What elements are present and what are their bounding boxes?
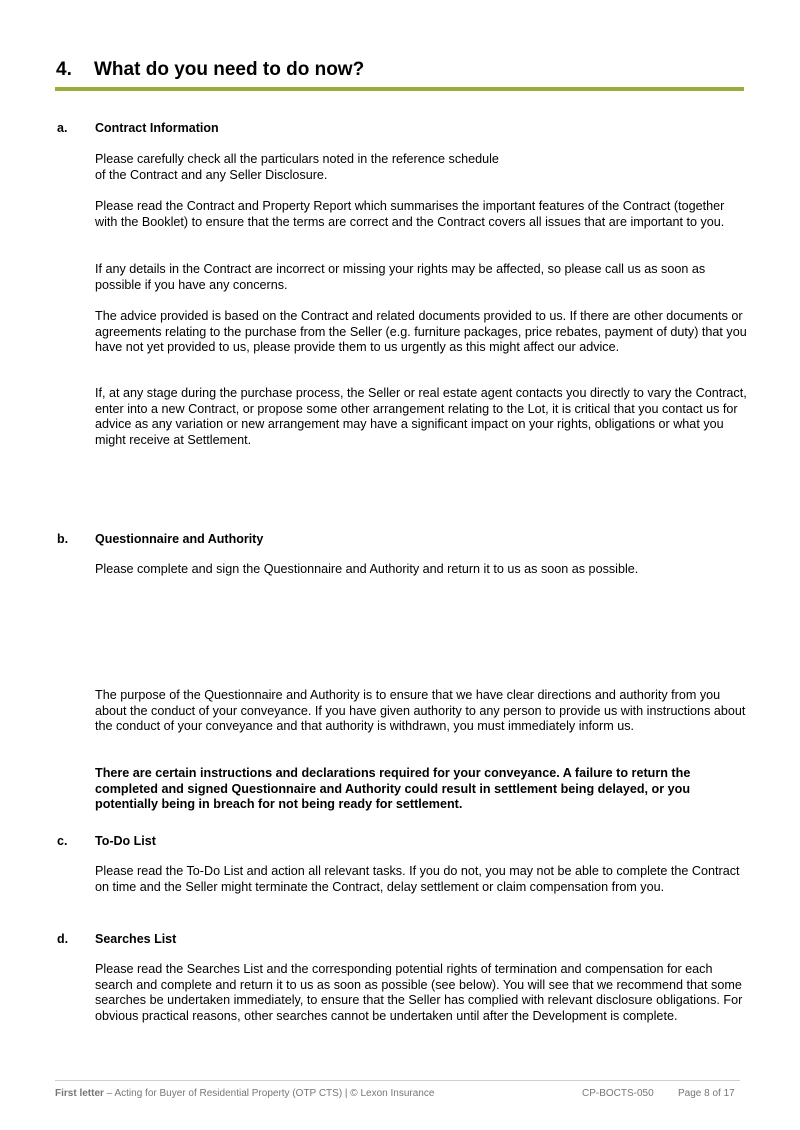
heading-number: 4. bbox=[56, 59, 72, 80]
section-b-paragraph-3: There are certain instructions and declarations required for your conveyance. A failure to return the completed and signed Questionnaire and Authority could result in settlement being delayed, or you potentially being in breach for not being ready for settlement. bbox=[95, 766, 691, 812]
footer-code: CP-BOCTS-050 bbox=[582, 1088, 654, 1099]
section-b-title: Questionnaire and Authority bbox=[95, 532, 264, 546]
section-b-paragraph-2: The purpose of the Questionnaire and Authority is to ensure that we have clear directions and authority from you about the conduct of your conveyance. If you have given authority to any person to provide us with instructions about the conduct of your conveyance and that authority is withdrawn, you must immediately inform us. bbox=[95, 688, 746, 734]
section-a-letter: a. bbox=[57, 121, 68, 135]
section-c-letter: c. bbox=[57, 834, 68, 848]
section-a-paragraph-1 bbox=[95, 152, 747, 183]
section-a-paragraph-4: The advice provided is based on the Contract and related documents provided to us. If there are other documents or agreements relating to the purchase from the Seller (e.g. furniture packages, price rebates, payment of duty) that you have not yet provided to us, please provide them to us urgently as this might affect our advice. bbox=[95, 309, 747, 355]
section-d-title: Searches List bbox=[95, 932, 177, 946]
section-c-title: To-Do List bbox=[95, 834, 156, 848]
section-d-letter: d. bbox=[57, 932, 69, 946]
page-heading bbox=[56, 58, 364, 82]
footer-page-number: Page 8 of 17 bbox=[678, 1088, 735, 1099]
section-a-paragraph-5: If, at any stage during the purchase process, the Seller or real estate agent contacts you directly to vary the Contract, enter into a new Contract, or propose some other arrangement relating to the Lot, it is critical that you contact us for advice as any variation or new arrangement may have a significant impact on your rights, obligations or what you might receive at Settlement. bbox=[95, 386, 747, 447]
section-a-paragraph-3: If any details in the Contract are incorrect or missing your rights may be affected, so please call us as soon as possible if you have any concerns. bbox=[95, 262, 706, 292]
footer-document-name bbox=[55, 1087, 434, 1100]
section-a-paragraph-2: Please read the Contract and Property Report which summarises the important features of the Contract (together with the Booklet) to ensure that the terms are correct and the Contract covers all issues that are important to you. bbox=[95, 199, 725, 229]
footer-rule bbox=[55, 1080, 740, 1081]
footer-doc-bold: First letter bbox=[55, 1088, 104, 1099]
section-a-p1-line1: Please carefully check all the particulars noted in the reference schedule bbox=[95, 152, 499, 166]
heading-rule bbox=[55, 87, 744, 91]
section-b-letter: b. bbox=[57, 532, 69, 546]
section-a-title: Contract Information bbox=[95, 121, 219, 135]
footer-doc-rest: – Acting for Buyer of Residential Property (OTP CTS) | © Lexon Insurance bbox=[103, 1088, 435, 1099]
section-c-paragraph-1: Please read the To-Do List and action all relevant tasks. If you do not, you may not be able to complete the Contract on time and the Seller might terminate the Contract, delay settlement or claim compensation from you. bbox=[95, 864, 740, 894]
section-d-paragraph-1: Please read the Searches List and the corresponding potential rights of termination and compensation for each search and complete and return it to us as soon as possible (see below). You will see that we recommend that some searches be undertaken immediately, to ensure that the Seller has complied with relevant disclosure obligations. For obvious practical reasons, other searches cannot be undertaken until after the Development is complete. bbox=[95, 962, 743, 1023]
heading-title: What do you need to do now? bbox=[94, 59, 365, 80]
section-b-paragraph-1: Please complete and sign the Questionnaire and Authority and return it to us as soon as possible. bbox=[95, 562, 639, 576]
section-a-p1-line2: of the Contract and any Seller Disclosure. bbox=[95, 167, 328, 182]
